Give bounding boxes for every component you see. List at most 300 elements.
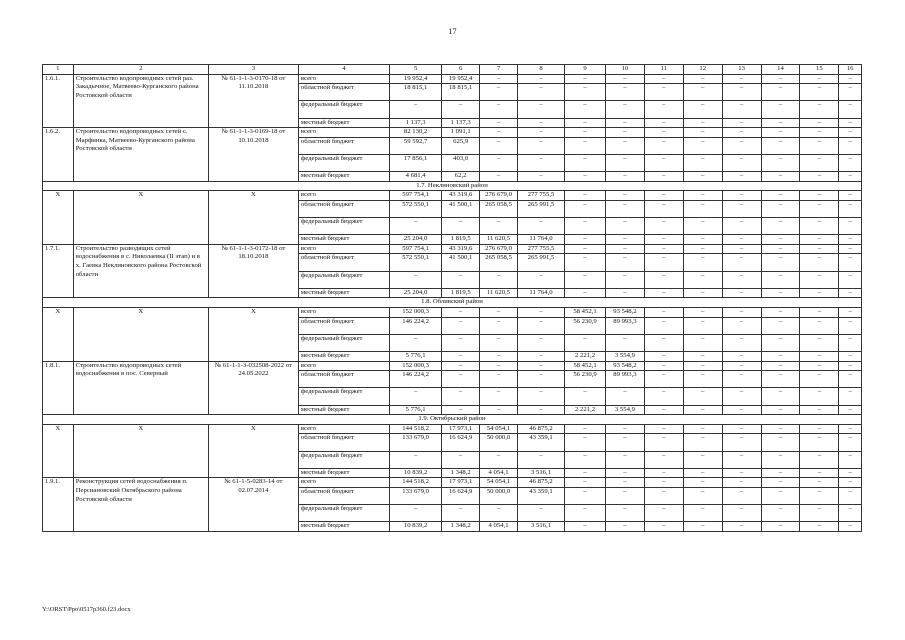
table-row	[43, 361, 862, 371]
amount-cell: –	[565, 288, 606, 298]
amount-cell: 16 624,9	[442, 487, 480, 504]
amount-cell: –	[761, 334, 800, 351]
amount-cell: –	[800, 288, 839, 298]
amount-cell: –	[605, 424, 644, 434]
amount-cell: –	[722, 361, 761, 371]
amount-cell: 1 819,5	[442, 235, 480, 245]
amount-cell: –	[800, 74, 839, 84]
amount-cell: –	[480, 84, 518, 101]
funding-source: всего	[298, 478, 389, 488]
column-number: 4	[298, 65, 389, 75]
amount-cell: –	[565, 478, 606, 488]
amount-cell: –	[644, 522, 683, 532]
amount-cell: –	[761, 191, 800, 201]
funding-source: областной бюджет	[298, 487, 389, 504]
amount-cell: –	[390, 101, 442, 118]
amount-cell: 10 839,2	[390, 522, 442, 532]
amount-cell: 62,2	[442, 172, 480, 182]
funding-source: федеральный бюджет	[298, 505, 389, 522]
item-number: Х	[43, 424, 74, 478]
object-name: Х	[73, 308, 208, 362]
amount-cell: –	[683, 118, 722, 128]
amount-cell: –	[683, 522, 722, 532]
amount-cell: –	[839, 271, 862, 288]
district-title: 1.9. Октябрьский район	[43, 415, 862, 425]
amount-cell: –	[517, 308, 564, 318]
amount-cell: –	[800, 361, 839, 371]
amount-cell: –	[517, 154, 564, 171]
amount-cell: –	[683, 317, 722, 334]
amount-cell: –	[800, 154, 839, 171]
amount-cell: –	[565, 451, 606, 468]
amount-cell: –	[683, 244, 722, 254]
amount-cell: –	[722, 405, 761, 415]
amount-cell: –	[644, 200, 683, 217]
amount-cell: –	[644, 317, 683, 334]
amount-cell: –	[517, 128, 564, 138]
amount-cell: –	[722, 200, 761, 217]
funding-source: местный бюджет	[298, 118, 389, 128]
amount-cell: –	[683, 451, 722, 468]
amount-cell: –	[761, 317, 800, 334]
amount-cell: –	[480, 334, 518, 351]
column-number: 3	[208, 65, 298, 75]
amount-cell: –	[761, 478, 800, 488]
funding-source: всего	[298, 191, 389, 201]
amount-cell: –	[800, 128, 839, 138]
amount-cell: 1 091,1	[442, 128, 480, 138]
amount-cell: 11 764,0	[517, 288, 564, 298]
object-name: Строительство водопроводных сетей с. Марфинка, Матвеево-Курганского района Ростовской области	[73, 128, 208, 182]
amount-cell: 17 973,1	[442, 478, 480, 488]
amount-cell: 2 221,2	[565, 405, 606, 415]
amount-cell: 43 319,6	[442, 244, 480, 254]
amount-cell: –	[722, 254, 761, 271]
amount-cell: –	[480, 128, 518, 138]
amount-cell: 56 230,9	[565, 317, 606, 334]
amount-cell: –	[517, 118, 564, 128]
amount-cell: –	[565, 434, 606, 451]
amount-cell: 3 516,1	[517, 468, 564, 478]
amount-cell: –	[722, 352, 761, 362]
amount-cell: –	[605, 254, 644, 271]
amount-cell: –	[480, 137, 518, 154]
amount-cell: –	[683, 487, 722, 504]
amount-cell: –	[722, 137, 761, 154]
amount-cell: –	[517, 361, 564, 371]
amount-cell: –	[722, 478, 761, 488]
amount-cell: –	[605, 128, 644, 138]
amount-cell: –	[800, 487, 839, 504]
amount-cell: –	[565, 218, 606, 235]
expertise-document: Х	[208, 424, 298, 478]
amount-cell: –	[683, 235, 722, 245]
amount-cell: –	[565, 154, 606, 171]
amount-cell: –	[839, 505, 862, 522]
amount-cell: –	[839, 451, 862, 468]
amount-cell: –	[761, 451, 800, 468]
funding-source: местный бюджет	[298, 352, 389, 362]
amount-cell: –	[644, 434, 683, 451]
column-number: 10	[605, 65, 644, 75]
amount-cell: –	[761, 468, 800, 478]
amount-cell: –	[761, 352, 800, 362]
amount-cell: –	[839, 487, 862, 504]
district-title: 1.8. Обливский район	[43, 298, 862, 308]
amount-cell: –	[517, 137, 564, 154]
amount-cell: –	[722, 487, 761, 504]
amount-cell: –	[722, 118, 761, 128]
column-number: 15	[800, 65, 839, 75]
table-row	[43, 308, 862, 318]
expertise-document: № 61-1-1-3-0172-18 от 18.10.2018	[208, 244, 298, 298]
amount-cell: –	[480, 271, 518, 288]
amount-cell: 625,9	[442, 137, 480, 154]
amount-cell: –	[480, 172, 518, 182]
expertise-document: № 61-1-5-0283-14 от 02.07.2014	[208, 478, 298, 532]
funding-source: областной бюджет	[298, 434, 389, 451]
amount-cell: –	[644, 308, 683, 318]
amount-cell: 46 875,2	[517, 424, 564, 434]
amount-cell: –	[565, 200, 606, 217]
amount-cell: –	[683, 334, 722, 351]
item-number: 1.8.1.	[43, 361, 74, 415]
table-row	[43, 128, 862, 138]
funding-source: федеральный бюджет	[298, 451, 389, 468]
amount-cell: –	[605, 451, 644, 468]
amount-cell: 50 000,0	[480, 487, 518, 504]
amount-cell: –	[605, 487, 644, 504]
amount-cell: 1 819,5	[442, 288, 480, 298]
amount-cell: –	[480, 154, 518, 171]
amount-cell: –	[644, 172, 683, 182]
table-row	[43, 74, 862, 84]
amount-cell: 5 776,1	[390, 352, 442, 362]
object-name: Х	[73, 424, 208, 478]
amount-cell: –	[683, 361, 722, 371]
amount-cell: –	[480, 218, 518, 235]
district-section-row	[43, 181, 862, 191]
amount-cell: –	[644, 361, 683, 371]
amount-cell: –	[605, 288, 644, 298]
amount-cell: –	[605, 505, 644, 522]
amount-cell: –	[800, 118, 839, 128]
amount-cell: –	[480, 361, 518, 371]
amount-cell: –	[517, 388, 564, 405]
file-path-footer: Y:\ORST\Ppo\0517p360.f23.docx	[42, 606, 131, 613]
amount-cell: –	[480, 352, 518, 362]
amount-cell: –	[722, 244, 761, 254]
amount-cell: –	[839, 371, 862, 388]
amount-cell: –	[722, 522, 761, 532]
amount-cell: –	[800, 505, 839, 522]
object-name: Строительство водопроводных сетей водоснабжения в пос. Северный	[73, 361, 208, 415]
amount-cell: –	[480, 74, 518, 84]
amount-cell: –	[683, 101, 722, 118]
amount-cell: –	[839, 84, 862, 101]
amount-cell: –	[722, 505, 761, 522]
amount-cell: –	[761, 218, 800, 235]
amount-cell: –	[839, 128, 862, 138]
expertise-document: № 61-1-1-3-032508-2022 от 24.05.2022	[208, 361, 298, 415]
amount-cell: –	[517, 74, 564, 84]
amount-cell: –	[644, 137, 683, 154]
amount-cell: –	[839, 317, 862, 334]
amount-cell: –	[839, 118, 862, 128]
amount-cell: –	[517, 505, 564, 522]
funding-source: федеральный бюджет	[298, 388, 389, 405]
amount-cell: –	[839, 74, 862, 84]
column-number: 11	[644, 65, 683, 75]
funding-source: местный бюджет	[298, 405, 389, 415]
amount-cell: –	[605, 101, 644, 118]
amount-cell: –	[839, 244, 862, 254]
funding-source: федеральный бюджет	[298, 334, 389, 351]
amount-cell: 58 452,1	[565, 308, 606, 318]
amount-cell: –	[605, 74, 644, 84]
amount-cell: –	[605, 118, 644, 128]
amount-cell: –	[722, 101, 761, 118]
amount-cell: –	[800, 254, 839, 271]
amount-cell: 597 754,1	[390, 191, 442, 201]
amount-cell: 144 518,2	[390, 424, 442, 434]
amount-cell: –	[761, 118, 800, 128]
amount-cell: –	[644, 128, 683, 138]
amount-cell: –	[761, 84, 800, 101]
amount-cell: –	[761, 388, 800, 405]
expertise-document: Х	[208, 308, 298, 362]
expertise-document: № 61-1-1-3-0170-18 от 11.10.2018	[208, 74, 298, 128]
amount-cell: –	[480, 118, 518, 128]
amount-cell: 18 815,1	[390, 84, 442, 101]
amount-cell: –	[683, 191, 722, 201]
amount-cell: –	[605, 137, 644, 154]
amount-cell: 152 000,3	[390, 308, 442, 318]
amount-cell: –	[839, 235, 862, 245]
amount-cell: –	[605, 172, 644, 182]
amount-cell: –	[605, 154, 644, 171]
amount-cell: –	[683, 288, 722, 298]
amount-cell: 276 679,0	[480, 244, 518, 254]
amount-cell: –	[644, 451, 683, 468]
amount-cell: –	[683, 308, 722, 318]
funding-source: местный бюджет	[298, 522, 389, 532]
funding-source: областной бюджет	[298, 84, 389, 101]
district-title: 1.7. Неклиновский район	[43, 181, 862, 191]
amount-cell: –	[605, 235, 644, 245]
amount-cell: –	[800, 308, 839, 318]
amount-cell: –	[644, 191, 683, 201]
object-name: Х	[73, 191, 208, 245]
amount-cell: –	[565, 84, 606, 101]
amount-cell: –	[839, 361, 862, 371]
amount-cell: –	[839, 154, 862, 171]
page-number: 17	[448, 27, 457, 36]
amount-cell: –	[565, 172, 606, 182]
funding-source: областной бюджет	[298, 200, 389, 217]
amount-cell: 11 620,5	[480, 288, 518, 298]
amount-cell: –	[565, 505, 606, 522]
amount-cell: –	[839, 218, 862, 235]
amount-cell: –	[644, 388, 683, 405]
amount-cell: 25 204,0	[390, 235, 442, 245]
amount-cell: 17 973,1	[442, 424, 480, 434]
amount-cell: –	[517, 317, 564, 334]
amount-cell: –	[800, 84, 839, 101]
amount-cell: –	[644, 405, 683, 415]
amount-cell: –	[722, 434, 761, 451]
district-section-row	[43, 298, 862, 308]
amount-cell: –	[683, 128, 722, 138]
amount-cell: –	[800, 101, 839, 118]
amount-cell: –	[517, 334, 564, 351]
amount-cell: –	[722, 191, 761, 201]
amount-cell: 43 359,1	[517, 434, 564, 451]
amount-cell: –	[839, 424, 862, 434]
amount-cell: –	[565, 244, 606, 254]
funding-source: всего	[298, 361, 389, 371]
amount-cell: 50 000,0	[480, 434, 518, 451]
amount-cell: 11 764,0	[517, 235, 564, 245]
amount-cell: –	[605, 388, 644, 405]
amount-cell: –	[761, 172, 800, 182]
amount-cell: –	[722, 371, 761, 388]
amount-cell: 1 348,2	[442, 468, 480, 478]
amount-cell: –	[683, 137, 722, 154]
amount-cell: 46 875,2	[517, 478, 564, 488]
funding-source: областной бюджет	[298, 137, 389, 154]
amount-cell: –	[605, 434, 644, 451]
amount-cell: –	[761, 101, 800, 118]
amount-cell: –	[683, 434, 722, 451]
amount-cell: –	[517, 352, 564, 362]
amount-cell: –	[517, 405, 564, 415]
amount-cell: –	[644, 254, 683, 271]
amount-cell: –	[800, 451, 839, 468]
amount-cell: –	[565, 128, 606, 138]
amount-cell: –	[480, 308, 518, 318]
amount-cell: –	[683, 218, 722, 235]
amount-cell: –	[442, 361, 480, 371]
amount-cell: 17 856,1	[390, 154, 442, 171]
amount-cell: –	[517, 172, 564, 182]
amount-cell: –	[517, 451, 564, 468]
amount-cell: –	[442, 371, 480, 388]
amount-cell: –	[761, 522, 800, 532]
amount-cell: 10 839,2	[390, 468, 442, 478]
amount-cell: –	[565, 191, 606, 201]
funding-source: местный бюджет	[298, 235, 389, 245]
amount-cell: –	[480, 371, 518, 388]
amount-cell: –	[839, 172, 862, 182]
amount-cell: –	[722, 288, 761, 298]
amount-cell: –	[722, 334, 761, 351]
amount-cell: 58 452,1	[565, 361, 606, 371]
column-number: 16	[839, 65, 862, 75]
amount-cell: –	[565, 388, 606, 405]
table-body	[43, 65, 862, 532]
amount-cell: –	[644, 334, 683, 351]
amount-cell: –	[683, 478, 722, 488]
amount-cell: –	[800, 522, 839, 532]
amount-cell: –	[722, 218, 761, 235]
amount-cell: 93 548,2	[605, 308, 644, 318]
table-row	[43, 191, 862, 201]
amount-cell: 54 054,1	[480, 478, 518, 488]
table-row	[43, 244, 862, 254]
amount-cell: –	[761, 254, 800, 271]
amount-cell: –	[442, 271, 480, 288]
amount-cell: –	[644, 244, 683, 254]
amount-cell: –	[761, 308, 800, 318]
item-number: 1.6.1.	[43, 74, 74, 128]
amount-cell: 3 554,9	[605, 352, 644, 362]
amount-cell: –	[761, 371, 800, 388]
amount-cell: 82 130,2	[390, 128, 442, 138]
amount-cell: –	[761, 235, 800, 245]
amount-cell: –	[517, 101, 564, 118]
amount-cell: –	[442, 352, 480, 362]
amount-cell: –	[442, 505, 480, 522]
amount-cell: –	[644, 424, 683, 434]
amount-cell: –	[839, 468, 862, 478]
amount-cell: –	[565, 235, 606, 245]
amount-cell: 146 224,2	[390, 317, 442, 334]
amount-cell: –	[761, 74, 800, 84]
amount-cell: –	[683, 505, 722, 522]
amount-cell: –	[722, 388, 761, 405]
amount-cell: 18 815,1	[442, 84, 480, 101]
amount-cell: –	[480, 451, 518, 468]
funding-source: местный бюджет	[298, 288, 389, 298]
amount-cell: –	[644, 288, 683, 298]
amount-cell: 1 137,3	[442, 118, 480, 128]
amount-cell: –	[644, 468, 683, 478]
amount-cell: –	[644, 352, 683, 362]
column-number: 6	[442, 65, 480, 75]
object-name: Строительство водопроводных сетей раз. Закадычное, Матвеево-Курганского района Ростовской области	[73, 74, 208, 128]
amount-cell: –	[839, 137, 862, 154]
amount-cell: –	[722, 424, 761, 434]
funding-source: федеральный бюджет	[298, 154, 389, 171]
amount-cell: –	[800, 235, 839, 245]
amount-cell: –	[839, 254, 862, 271]
amount-cell: –	[722, 84, 761, 101]
amount-cell: –	[683, 172, 722, 182]
item-number: 1.9.1.	[43, 478, 74, 532]
funding-source: всего	[298, 244, 389, 254]
amount-cell: –	[800, 424, 839, 434]
amount-cell: 277 755,5	[517, 244, 564, 254]
column-number-row	[43, 65, 862, 75]
funding-source: местный бюджет	[298, 172, 389, 182]
amount-cell: 1 348,2	[442, 522, 480, 532]
amount-cell: –	[605, 522, 644, 532]
amount-cell: –	[683, 200, 722, 217]
amount-cell: –	[683, 424, 722, 434]
amount-cell: –	[565, 118, 606, 128]
amount-cell: –	[644, 235, 683, 245]
amount-cell: –	[565, 74, 606, 84]
amount-cell: 56 230,9	[565, 371, 606, 388]
amount-cell: –	[761, 128, 800, 138]
amount-cell: –	[480, 317, 518, 334]
item-number: 1.6.2.	[43, 128, 74, 182]
amount-cell: –	[800, 405, 839, 415]
column-number: 13	[722, 65, 761, 75]
amount-cell: –	[565, 334, 606, 351]
amount-cell: 144 518,2	[390, 478, 442, 488]
